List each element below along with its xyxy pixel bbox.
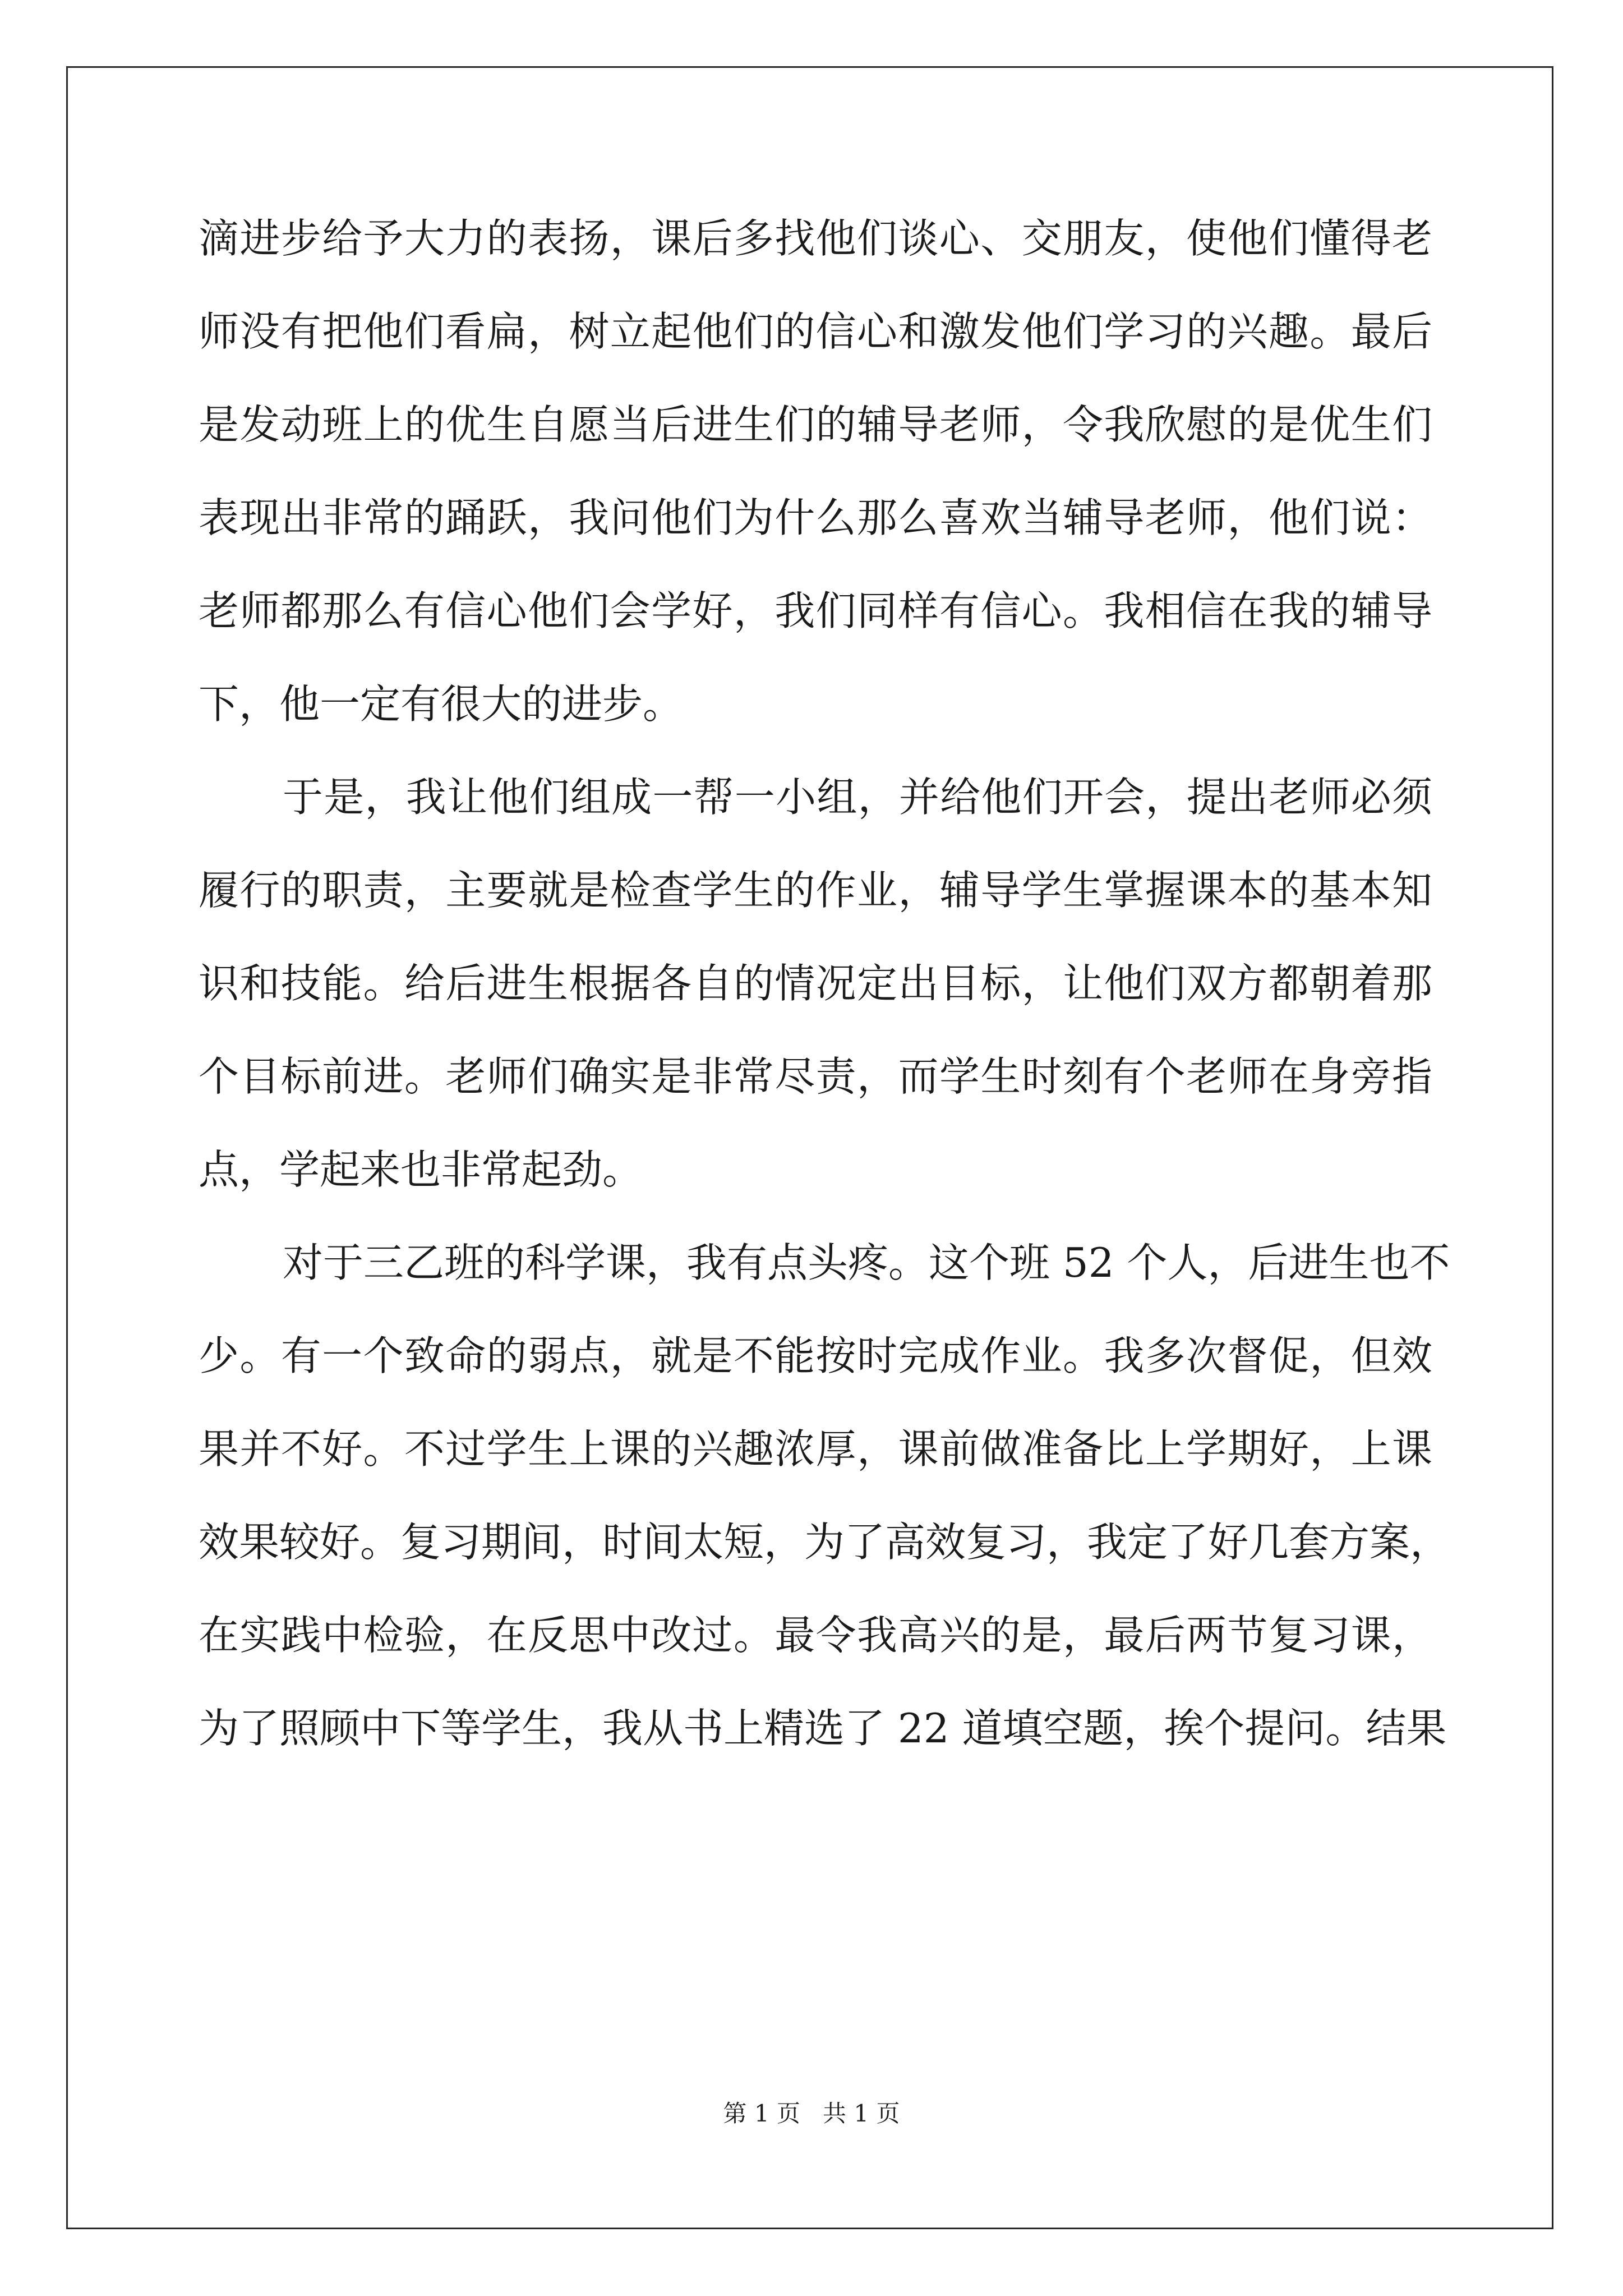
text-line: 表现出非常的踊跃，我问他们为什么那么喜欢当辅导老师，他们说： [199, 494, 1432, 541]
text-line: 是发动班上的优生自愿当后进生们的辅导老师，令我欣慰的是优生们 [199, 401, 1432, 448]
text-line: 为了照顾中下等学生，我从书上精选了 22 道填空题，挨个提问。结果 [199, 1705, 1447, 1752]
text-line: 师没有把他们看扁，树立起他们的信心和激发他们学习的兴趣。最后 [199, 308, 1432, 355]
text-line: 对于三乙班的科学课，我有点头疼。这个班 52 个人，后进生也不 [283, 1239, 1450, 1286]
document-body [199, 213, 1451, 1796]
text-line: 老师都那么有信心他们会学好，我们同样有信心。我相信在我的辅导 [199, 587, 1432, 634]
text-line: 履行的职责，主要就是检查学生的作业，辅导学生掌握课本的基本知 [199, 867, 1432, 914]
text-line: 于是，我让他们组成一帮一小组，并给他们开会，提出老师必须 [283, 774, 1432, 821]
footer-spacer [800, 2100, 823, 2127]
text-line: 在实践中检验，在反思中改过。最令我高兴的是，最后两节复习课， [199, 1612, 1432, 1659]
text-line: 识和技能。给后进生根据各自的情况定出目标，让他们双方都朝着那 [199, 960, 1432, 1007]
text-line: 个目标前进。老师们确实是非常尽责，而学生时刻有个老师在身旁指 [199, 1053, 1432, 1100]
paragraph-2 [199, 772, 1432, 1237]
text-line: 滴进步给予大力的表扬，课后多找他们谈心、交朋友，使他们懂得老 [199, 215, 1432, 262]
text-line: 点，学起来也非常起劲。 [199, 1146, 643, 1193]
paragraph-1 [199, 213, 1432, 772]
text-line: 下，他一定有很大的进步。 [199, 680, 684, 728]
text-line: 果并不好。不过学生上课的兴趣浓厚，课前做准备比上学期好，上课 [199, 1425, 1432, 1473]
text-line: 少。有一个致命的弱点，就是不能按时完成作业。我多次督促，但效 [199, 1332, 1432, 1379]
paragraph-3 [199, 1237, 1451, 1796]
text-line: 效果较好。复习期间，时间太短，为了高效复习，我定了好几套方案， [199, 1519, 1451, 1566]
page-number: 第 1 页 [723, 2100, 800, 2127]
page-footer [0, 2095, 1623, 2129]
page-total: 共 1 页 [823, 2100, 900, 2127]
